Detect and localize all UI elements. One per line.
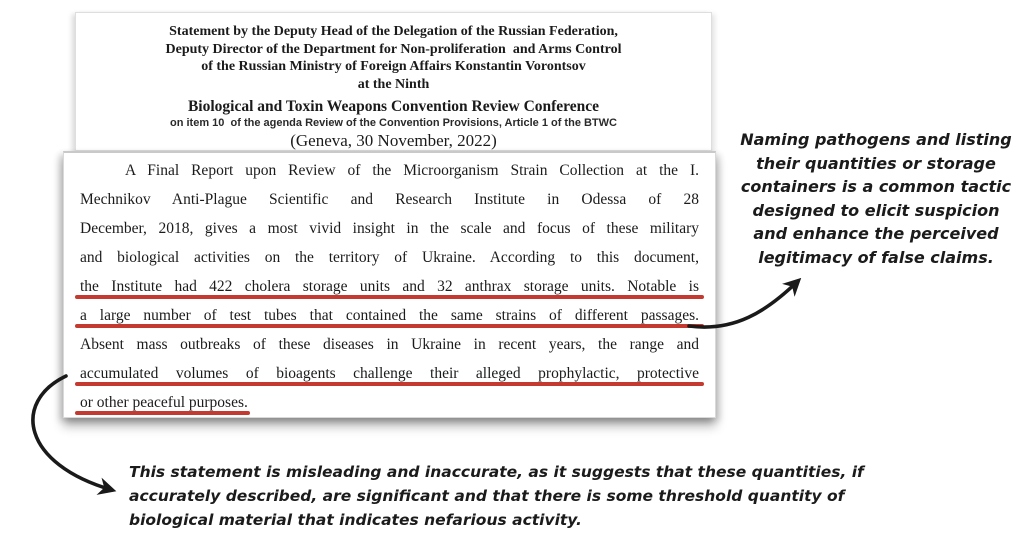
- body-line: accumulated volumes of bioagents challenge their alleged prophylactic, protective: [80, 359, 699, 388]
- body-line: A Final Report upon Review of the Microorganism Strain Collection at the I.: [125, 162, 699, 179]
- body-line: Mechnikov Anti-Plague Scientific and Research Institute in Odessa of 28: [80, 191, 699, 208]
- annotation-line: accurately described, are significant and that there is some threshold quantity of: [129, 487, 845, 505]
- annotation-line: Naming pathogens and listing: [740, 130, 1012, 149]
- header-line: Statement by the Deputy Head of the Delegation of the Russian Federation,: [169, 24, 618, 39]
- annotation-bottom-note: [129, 460, 864, 532]
- body-line: a large number of test tubes that contained the same strains of different passages.: [80, 301, 699, 330]
- annotation-right-note: [730, 128, 1022, 269]
- body-line: or other peaceful purposes.: [80, 388, 248, 417]
- annotation-line: designed to elicit suspicion: [752, 200, 1000, 220]
- annotation-line: containers is a common tactic: [740, 177, 1012, 196]
- annotation-line: their quantities or storage: [756, 153, 996, 173]
- header-line: on item 10 of the agenda Review of the Convention Provisions, Article 1 of the BTWC: [170, 117, 617, 129]
- header-line: (Geneva, 30 November, 2022): [290, 131, 497, 150]
- header-line: at the Ninth: [357, 76, 430, 92]
- header-line: Deputy Director of the Department for Non-proliferation and Arms Control: [165, 41, 622, 57]
- annotation-line: legitimacy of false claims.: [758, 247, 994, 267]
- body-line: and biological activities on the territory of Ukraine. According to this document,: [80, 249, 699, 266]
- header-line: Biological and Toxin Weapons Convention Review Conference: [187, 98, 600, 115]
- statement-document-body: [63, 151, 716, 418]
- body-line: December, 2018, gives a most vivid insight in the scale and focus of these military: [80, 220, 699, 237]
- header-line: of the Russian Ministry of Foreign Affairs Konstantin Vorontsov: [201, 59, 586, 74]
- annotation-line: and enhance the perceived: [753, 224, 999, 243]
- statement-document-header: [75, 12, 712, 151]
- body-line: the Institute had 422 cholera storage units and 32 anthrax storage units. Notable is: [80, 272, 699, 301]
- body-line: Absent mass outbreaks of these diseases in Ukraine in recent years, the range and: [80, 336, 699, 353]
- annotation-line: biological material that indicates nefarious activity.: [129, 511, 582, 529]
- annotation-line: This statement is misleading and inaccurate, as it suggests that these quantities, if: [129, 463, 864, 481]
